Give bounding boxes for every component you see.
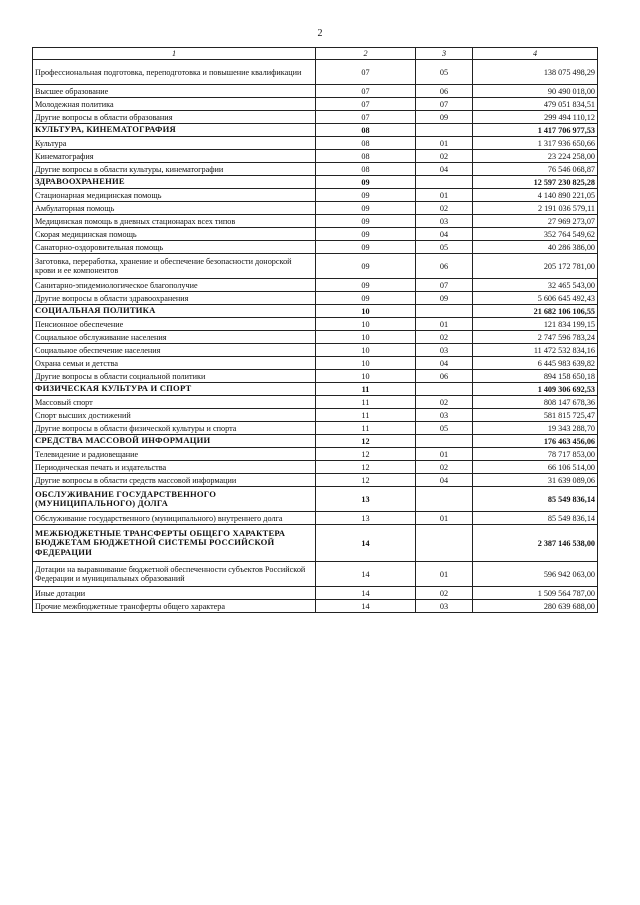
table-row [33, 409, 598, 422]
row-section-code: 08 [316, 124, 416, 137]
table-row [33, 202, 598, 215]
row-subsection-code: 03 [416, 600, 473, 613]
row-section-code: 14 [316, 562, 416, 587]
row-section-code: 10 [316, 344, 416, 357]
row-amount: 352 764 549,62 [473, 228, 598, 241]
table-row [33, 512, 598, 525]
row-subsection-code: 01 [416, 189, 473, 202]
row-subsection-code: 04 [416, 228, 473, 241]
table-row [33, 254, 598, 279]
table-row [33, 448, 598, 461]
section-row [33, 435, 598, 448]
row-amount: 19 343 288,70 [473, 422, 598, 435]
row-amount: 27 969 273,07 [473, 215, 598, 228]
row-section-code: 08 [316, 163, 416, 176]
row-name: СРЕДСТВА МАССОВОЙ ИНФОРМАЦИИ [33, 435, 316, 448]
table-row [33, 189, 598, 202]
section-row [33, 525, 598, 562]
table-row [33, 228, 598, 241]
table-row [33, 370, 598, 383]
row-section-code: 09 [316, 176, 416, 189]
row-subsection-code [416, 176, 473, 189]
row-subsection-code: 02 [416, 396, 473, 409]
section-row [33, 176, 598, 189]
row-subsection-code: 03 [416, 409, 473, 422]
row-amount: 299 494 110,12 [473, 111, 598, 124]
row-amount: 1 417 706 977,53 [473, 124, 598, 137]
row-amount: 6 445 983 639,82 [473, 357, 598, 370]
table-row [33, 318, 598, 331]
row-amount: 23 224 258,00 [473, 150, 598, 163]
row-subsection-code: 04 [416, 163, 473, 176]
row-subsection-code: 01 [416, 137, 473, 150]
row-subsection-code: 07 [416, 98, 473, 111]
row-section-code: 07 [316, 85, 416, 98]
row-subsection-code: 05 [416, 60, 473, 85]
row-name: Прочие межбюджетные трансферты общего характера [33, 600, 316, 613]
column-header-4: 4 [473, 48, 598, 60]
row-subsection-code: 06 [416, 85, 473, 98]
row-amount: 76 546 068,87 [473, 163, 598, 176]
section-row [33, 487, 598, 512]
row-section-code: 09 [316, 292, 416, 305]
table-row [33, 331, 598, 344]
row-subsection-code [416, 305, 473, 318]
row-name: Молодежная политика [33, 98, 316, 111]
row-section-code: 07 [316, 98, 416, 111]
row-name: Иные дотации [33, 587, 316, 600]
row-subsection-code: 04 [416, 357, 473, 370]
row-subsection-code: 04 [416, 474, 473, 487]
row-subsection-code: 03 [416, 215, 473, 228]
table-row [33, 474, 598, 487]
row-name: Социальное обеспечение населения [33, 344, 316, 357]
row-name: Другие вопросы в области социальной политики [33, 370, 316, 383]
row-section-code: 10 [316, 370, 416, 383]
row-subsection-code: 02 [416, 202, 473, 215]
section-row [33, 124, 598, 137]
row-section-code: 12 [316, 461, 416, 474]
row-amount: 21 682 106 106,55 [473, 305, 598, 318]
row-name: Санаторно-оздоровительная помощь [33, 241, 316, 254]
row-amount: 581 815 725,47 [473, 409, 598, 422]
row-section-code: 09 [316, 254, 416, 279]
row-amount: 40 286 386,00 [473, 241, 598, 254]
row-section-code: 09 [316, 279, 416, 292]
table-row [33, 137, 598, 150]
row-section-code: 11 [316, 422, 416, 435]
row-amount: 4 140 890 221,05 [473, 189, 598, 202]
table-row [33, 111, 598, 124]
row-subsection-code: 02 [416, 150, 473, 163]
section-row [33, 305, 598, 318]
page-number: 2 [317, 28, 323, 39]
table-row [33, 357, 598, 370]
table-row [33, 600, 598, 613]
row-name: Заготовка, переработка, хранение и обеспечение безопасности донорской крови и ее компонентов [33, 254, 316, 279]
row-subsection-code: 01 [416, 448, 473, 461]
row-name: Профессиональная подготовка, переподготовка и повышение квалификации [33, 60, 316, 85]
row-subsection-code [416, 487, 473, 512]
row-section-code: 12 [316, 435, 416, 448]
row-amount: 1 317 936 650,66 [473, 137, 598, 150]
row-subsection-code: 01 [416, 562, 473, 587]
row-name: Скорая медицинская помощь [33, 228, 316, 241]
table-header-row [33, 48, 598, 60]
row-amount: 66 106 514,00 [473, 461, 598, 474]
row-amount: 121 834 199,15 [473, 318, 598, 331]
row-name: Другие вопросы в области культуры, кинематографии [33, 163, 316, 176]
table-row [33, 163, 598, 176]
row-section-code: 09 [316, 241, 416, 254]
row-name: Высшее образование [33, 85, 316, 98]
row-amount: 1 409 306 692,53 [473, 383, 598, 396]
row-name: КУЛЬТУРА, КИНЕМАТОГРАФИЯ [33, 124, 316, 137]
row-section-code: 13 [316, 487, 416, 512]
row-amount: 894 158 650,18 [473, 370, 598, 383]
row-subsection-code: 02 [416, 461, 473, 474]
row-name: Санитарно-эпидемиологическое благополучие [33, 279, 316, 292]
table-row [33, 85, 598, 98]
row-section-code: 07 [316, 60, 416, 85]
row-name: Охрана семьи и детства [33, 357, 316, 370]
table-row [33, 587, 598, 600]
row-section-code: 10 [316, 331, 416, 344]
table-row [33, 150, 598, 163]
row-name: Пенсионное обеспечение [33, 318, 316, 331]
row-subsection-code [416, 525, 473, 562]
row-section-code: 11 [316, 396, 416, 409]
table-row [33, 241, 598, 254]
row-section-code: 13 [316, 512, 416, 525]
row-subsection-code: 01 [416, 318, 473, 331]
row-name: Другие вопросы в области физической культуры и спорта [33, 422, 316, 435]
row-subsection-code [416, 435, 473, 448]
row-section-code: 10 [316, 357, 416, 370]
row-amount: 479 051 834,51 [473, 98, 598, 111]
table-row [33, 344, 598, 357]
table-row [33, 396, 598, 409]
row-name: Амбулаторная помощь [33, 202, 316, 215]
row-section-code: 12 [316, 474, 416, 487]
row-amount: 596 942 063,00 [473, 562, 598, 587]
budget-table-body [33, 48, 598, 613]
row-name: Социальное обслуживание населения [33, 331, 316, 344]
table-row [33, 60, 598, 85]
row-name: Культура [33, 137, 316, 150]
column-header-2: 2 [316, 48, 416, 60]
row-name: ОБСЛУЖИВАНИЕ ГОСУДАРСТВЕННОГО (МУНИЦИПАЛЬНОГО) ДОЛГА [33, 487, 316, 512]
row-section-code: 11 [316, 383, 416, 396]
row-name: Медицинская помощь в дневных стационарах всех типов [33, 215, 316, 228]
row-section-code: 08 [316, 150, 416, 163]
row-subsection-code: 02 [416, 587, 473, 600]
table-row [33, 422, 598, 435]
row-amount: 205 172 781,00 [473, 254, 598, 279]
row-subsection-code: 02 [416, 331, 473, 344]
row-name: Другие вопросы в области образования [33, 111, 316, 124]
row-subsection-code: 01 [416, 512, 473, 525]
row-subsection-code [416, 383, 473, 396]
row-subsection-code: 06 [416, 370, 473, 383]
row-amount: 2 387 146 538,00 [473, 525, 598, 562]
row-amount: 11 472 532 834,16 [473, 344, 598, 357]
row-subsection-code: 09 [416, 292, 473, 305]
row-amount: 138 075 498,29 [473, 60, 598, 85]
row-name: Спорт высших достижений [33, 409, 316, 422]
row-amount: 31 639 089,06 [473, 474, 598, 487]
row-section-code: 14 [316, 525, 416, 562]
row-amount: 90 490 018,00 [473, 85, 598, 98]
row-section-code: 07 [316, 111, 416, 124]
row-section-code: 09 [316, 202, 416, 215]
row-amount: 32 465 543,00 [473, 279, 598, 292]
section-row [33, 383, 598, 396]
row-name: Периодическая печать и издательства [33, 461, 316, 474]
row-section-code: 10 [316, 318, 416, 331]
row-subsection-code [416, 124, 473, 137]
row-name: Дотации на выравнивание бюджетной обеспеченности субъектов Российской Федерации и муниципальных образований [33, 562, 316, 587]
row-amount: 1 509 564 787,00 [473, 587, 598, 600]
row-amount: 5 606 645 492,43 [473, 292, 598, 305]
row-section-code: 12 [316, 448, 416, 461]
table-row [33, 461, 598, 474]
table-row [33, 215, 598, 228]
table-row [33, 279, 598, 292]
budget-table [32, 47, 598, 613]
row-name: Другие вопросы в области средств массовой информации [33, 474, 316, 487]
row-name: Другие вопросы в области здравоохранения [33, 292, 316, 305]
row-amount: 2 747 596 783,24 [473, 331, 598, 344]
row-subsection-code: 03 [416, 344, 473, 357]
column-header-1: 1 [33, 48, 316, 60]
row-amount: 808 147 678,36 [473, 396, 598, 409]
row-name: МЕЖБЮДЖЕТНЫЕ ТРАНСФЕРТЫ ОБЩЕГО ХАРАКТЕРА БЮДЖЕТАМ БЮДЖЕТНОЙ СИСТЕМЫ РОССИЙСКОЙ ФЕДЕРАЦИИ [33, 525, 316, 562]
row-name: СОЦИАЛЬНАЯ ПОЛИТИКА [33, 305, 316, 318]
row-section-code: 14 [316, 587, 416, 600]
row-amount: 12 597 230 825,28 [473, 176, 598, 189]
row-amount: 85 549 836,14 [473, 512, 598, 525]
row-section-code: 09 [316, 215, 416, 228]
row-name: ЗДРАВООХРАНЕНИЕ [33, 176, 316, 189]
row-subsection-code: 09 [416, 111, 473, 124]
row-section-code: 10 [316, 305, 416, 318]
row-amount: 176 463 456,06 [473, 435, 598, 448]
row-section-code: 09 [316, 189, 416, 202]
row-section-code: 14 [316, 600, 416, 613]
row-amount: 280 639 688,00 [473, 600, 598, 613]
row-section-code: 08 [316, 137, 416, 150]
row-name: Стационарная медицинская помощь [33, 189, 316, 202]
row-amount: 85 549 836,14 [473, 487, 598, 512]
column-header-3: 3 [416, 48, 473, 60]
row-amount: 78 717 853,00 [473, 448, 598, 461]
row-subsection-code: 06 [416, 254, 473, 279]
row-name: Массовый спорт [33, 396, 316, 409]
row-name: ФИЗИЧЕСКАЯ КУЛЬТУРА И СПОРТ [33, 383, 316, 396]
row-name: Обслуживание государственного (муниципального) внутреннего долга [33, 512, 316, 525]
row-name: Кинематография [33, 150, 316, 163]
table-row [33, 562, 598, 587]
table-row [33, 292, 598, 305]
row-section-code: 11 [316, 409, 416, 422]
row-subsection-code: 05 [416, 422, 473, 435]
row-amount: 2 191 036 579,11 [473, 202, 598, 215]
row-name: Телевидение и радиовещание [33, 448, 316, 461]
table-row [33, 98, 598, 111]
row-subsection-code: 07 [416, 279, 473, 292]
row-subsection-code: 05 [416, 241, 473, 254]
row-section-code: 09 [316, 228, 416, 241]
